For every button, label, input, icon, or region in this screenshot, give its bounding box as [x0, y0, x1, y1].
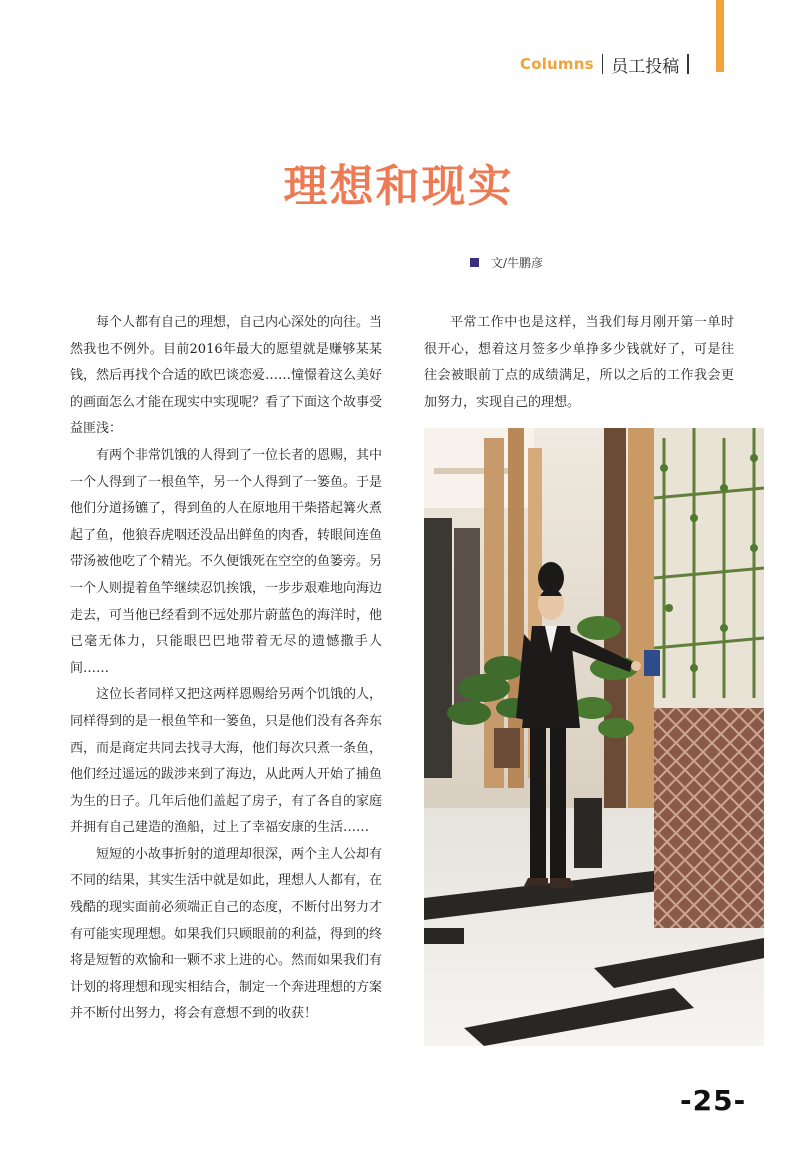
columns-label: Columns [520, 55, 594, 73]
paragraph: 短短的小故事折射的道理却很深，两个主人公却有不同的结果，其实生活中就是如此，理想人人都有，在残酷的现实面前必须端正自己的态度，不断付出努力才有可能实现理想。如果我们只顾眼前的利益，得到的终将是短暂的欢愉和一颗不求上进的心。然而如果我们有计划的将理想和现实相结合，制定一个奔进理想的方案并不断付出努力，将会有意想不到的收获！ [70, 846, 383, 1022]
paragraph: 有两个非常饥饿的人得到了一位长者的恩赐，其中一个人得到了一根鱼竿，另一个人得到了一篓鱼。于是他们分道扬镳了，得到鱼的人在原地用干柴搭起篝火煮起了鱼，他狼吞虎咽还没品出鲜鱼的肉香，转眼间连鱼带汤被他吃了个精光。不久便饿死在空空的鱼篓旁。另一个人则提着鱼竿继续忍饥挨饿，一步步艰难地向海边走去，可当他已经看到不远处那片蔚蓝色的海洋时，他已毫无体力，只能眼巴巴地带着无尽的遗憾撒手人间…… [70, 447, 383, 676]
photo-illustration [424, 428, 764, 1046]
left-column [70, 310, 382, 1028]
header-separator-left [602, 54, 604, 74]
paragraph: 平常工作中也是这样，当我们每月刚开第一单时很开心，想着这月签多少单挣多少钱就好了，可是往往会被眼前丁点的成绩满足，所以之后的工作我会更加努力，实现自己的理想。 [424, 315, 734, 410]
paragraph: 每个人都有自己的理想，自己内心深处的向往。当然我也不例外。目前2016年最大的愿望就是赚够某某钱，然后再找个合适的欧巴谈恋爱……憧憬着这么美好的画面怎么才能在现实中实现呢？看了下面这个故事受益匪浅： [70, 315, 383, 437]
section-label: 员工投稿 [611, 56, 680, 77]
byline-square-icon [470, 258, 479, 267]
paragraph: 这位长者同样又把这两样恩赐给另两个饥饿的人，同样得到的是一根鱼竿和一篓鱼，只是他们没有各奔东西，而是商定共同去找寻大海，他们每次只煮一条鱼，他们经过遥远的跋涉来到了海边，从此两人开始了捕鱼为生的日子。几年后他们盖起了房子，有了各自的家庭并拥有自己建造的渔船，过上了幸福安康的生活…… [70, 687, 383, 836]
header-separator-right [687, 54, 689, 74]
byline [470, 254, 543, 271]
column-header [520, 50, 760, 78]
right-column [424, 310, 734, 416]
page-number: -25- [680, 1084, 747, 1117]
article-photo [424, 428, 764, 1046]
article-title: 理想和现实 [283, 161, 514, 212]
byline-text: 文/牛鹏彦 [491, 256, 544, 270]
